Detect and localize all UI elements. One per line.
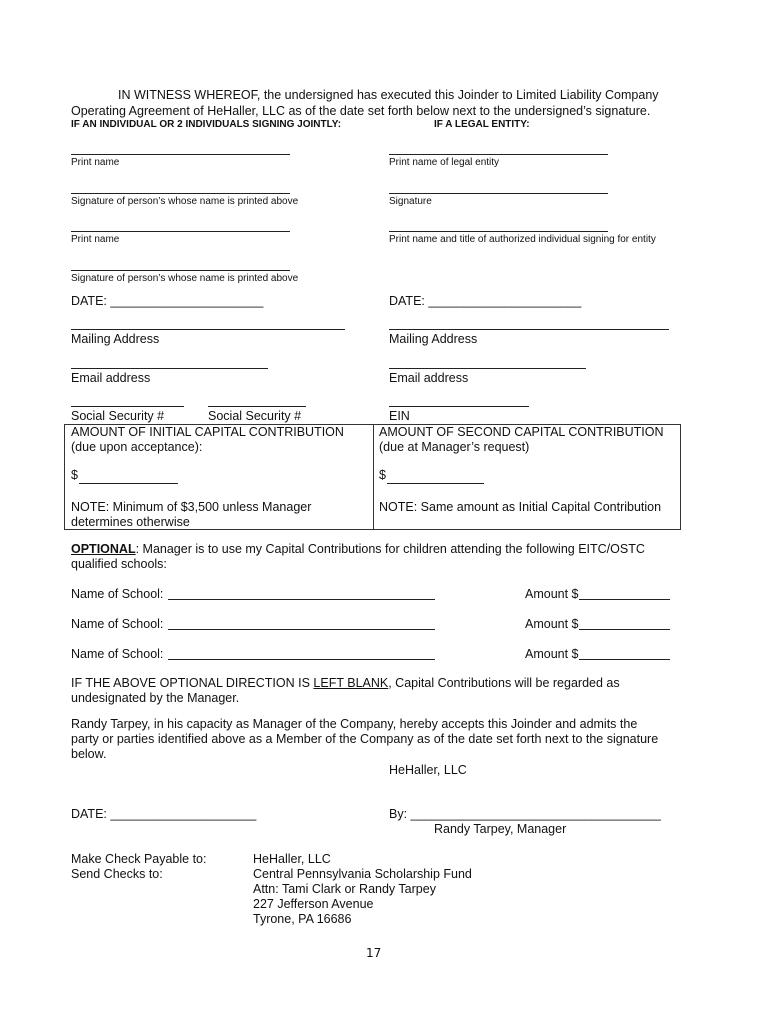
payable-label: Make Check Payable to: — [71, 852, 207, 866]
left-blank-paragraph — [71, 676, 620, 692]
left-blank-text-3: undesignated by the Manager. — [71, 691, 240, 705]
school-input-2[interactable] — [168, 629, 435, 630]
ssn-2-label: Social Security # — [208, 409, 302, 423]
school-label-3: Name of School: — [71, 647, 164, 661]
ein-label: EIN — [389, 409, 410, 423]
entity-title-line[interactable] — [389, 231, 608, 232]
second-capital-sub: (due at Manager’s request) — [379, 440, 530, 454]
signature-1-line[interactable] — [71, 193, 290, 194]
individual-email-line[interactable] — [71, 368, 268, 369]
initial-note-2: determines otherwise — [71, 515, 190, 529]
manager-name: Randy Tarpey, Manager — [434, 822, 567, 836]
entity-mailing-line[interactable] — [389, 329, 669, 330]
payable-value: HeHaller, LLC — [253, 852, 331, 866]
ssn-1-label: Social Security # — [71, 409, 165, 423]
entity-signature-line[interactable] — [389, 193, 608, 194]
entity-name-line[interactable] — [389, 154, 608, 155]
send-label: Send Checks to: — [71, 867, 163, 881]
ssn-2-line[interactable] — [208, 406, 306, 407]
manager-signature[interactable]: By: ____________________________________ — [389, 807, 661, 821]
entity-mailing-label: Mailing Address — [389, 332, 478, 346]
acceptance-line-2: party or parties identified above as a Member of the Company as of the date set forth next to the signature — [71, 732, 659, 746]
school-label-1: Name of School: — [71, 587, 164, 601]
signature-2-line[interactable] — [71, 270, 290, 271]
individual-heading: IF AN INDIVIDUAL OR 2 INDIVIDUALS SIGNING JOINTLY: — [71, 119, 342, 130]
amount-label-1: Amount $ — [525, 587, 579, 601]
entity-email-label: Email address — [389, 371, 469, 385]
witness-line-1: IN WITNESS WHEREOF, the undersigned has executed this Joinder to Limited Liability Company — [118, 88, 659, 102]
ein-line[interactable] — [389, 406, 529, 407]
print-name-1-label: Print name — [71, 157, 120, 168]
capital-box-divider — [373, 424, 374, 529]
witness-line-2: Operating Agreement of HeHaller, LLC as of the date set forth below next to the undersigned’s signature. — [71, 104, 651, 118]
acceptance-line-3: below. — [71, 747, 107, 761]
optional-paragraph — [71, 542, 645, 558]
school-label-2: Name of School: — [71, 617, 164, 631]
signature-1-label: Signature of person’s whose name is printed above — [71, 196, 299, 207]
amount-input-1[interactable] — [579, 599, 670, 600]
amount-label-2: Amount $ — [525, 617, 579, 631]
optional-text-1: : Manager is to use my Capital Contributions for children attending the following EITC/OSTC — [135, 542, 645, 556]
individual-mailing-label: Mailing Address — [71, 332, 160, 346]
school-input-1[interactable] — [168, 599, 435, 600]
print-name-1-line[interactable] — [71, 154, 290, 155]
initial-capital-sub: (due upon acceptance): — [71, 440, 203, 454]
left-blank-emphasis: LEFT BLANK — [313, 676, 389, 690]
second-capital-title: AMOUNT OF SECOND CAPITAL CONTRIBUTION — [379, 425, 664, 439]
optional-text-2: qualified schools: — [71, 557, 167, 571]
optional-label: OPTIONAL — [71, 542, 136, 556]
initial-amount-field[interactable] — [79, 483, 178, 484]
amount-input-3[interactable] — [579, 659, 670, 660]
signature-2-label: Signature of person’s whose name is printed above — [71, 273, 299, 284]
company-name: HeHaller, LLC — [389, 763, 467, 777]
print-name-2-line[interactable] — [71, 231, 290, 232]
address-line-4: Tyrone, PA 16686 — [253, 912, 352, 926]
individual-date[interactable]: DATE: ______________________ — [71, 294, 264, 308]
left-blank-text-2: , Capital Contributions will be regarded as — [388, 676, 620, 690]
initial-dollar-sign: $ — [71, 468, 78, 482]
ssn-1-line[interactable] — [71, 406, 184, 407]
address-line-3: 227 Jefferson Avenue — [253, 897, 374, 911]
second-note: NOTE: Same amount as Initial Capital Contribution — [379, 500, 662, 514]
left-blank-text-1: IF THE ABOVE OPTIONAL DIRECTION IS — [71, 676, 314, 690]
amount-input-2[interactable] — [579, 629, 670, 630]
page-number: 17 — [366, 946, 382, 960]
entity-signature-label: Signature — [389, 196, 432, 207]
amount-label-3: Amount $ — [525, 647, 579, 661]
address-line-1: Central Pennsylvania Scholarship Fund — [253, 867, 472, 881]
second-amount-field[interactable] — [387, 483, 484, 484]
school-input-3[interactable] — [168, 659, 435, 660]
entity-email-line[interactable] — [389, 368, 586, 369]
initial-note-1: NOTE: Minimum of $3,500 unless Manager — [71, 500, 312, 514]
entity-name-label: Print name of legal entity — [389, 157, 500, 168]
individual-email-label: Email address — [71, 371, 151, 385]
entity-heading: IF A LEGAL ENTITY: — [434, 119, 530, 130]
individual-mailing-line[interactable] — [71, 329, 345, 330]
address-line-2: Attn: Tami Clark or Randy Tarpey — [253, 882, 436, 896]
entity-title-label: Print name and title of authorized individual signing for entity — [389, 234, 656, 245]
initial-capital-title: AMOUNT OF INITIAL CAPITAL CONTRIBUTION — [71, 425, 344, 439]
acceptance-line-1: Randy Tarpey, in his capacity as Manager of the Company, hereby accepts this Joinder and admits the — [71, 717, 638, 731]
second-dollar-sign: $ — [379, 468, 386, 482]
entity-date[interactable]: DATE: ______________________ — [389, 294, 582, 308]
print-name-2-label: Print name — [71, 234, 120, 245]
manager-date[interactable]: DATE: _____________________ — [71, 807, 257, 821]
